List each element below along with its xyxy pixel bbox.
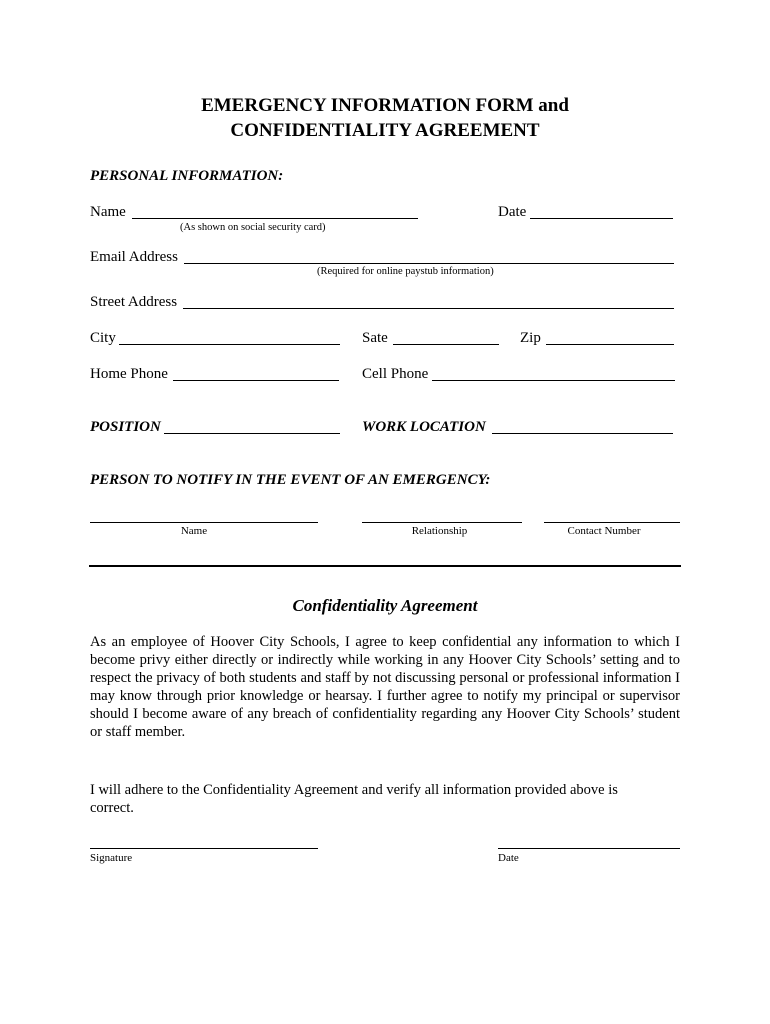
agreement-paragraph: As an employee of Hoover City Schools, I agree to keep confidential any information to which I become privy either directly or indirectly while working in any Hoover City Schools’ setting and to respect the privacy of both students and staff by not discussing personal or professional information I may know through prior knowledge or hearsay. I further agree to notify my principal or supervisor should I become aware of any breach of confidentiality regarding any Hoover City Schools’ student or staff member. [90,634,680,740]
emergency-heading: PERSON TO NOTIFY IN THE EVENT OF AN EMERGENCY: [90,472,491,488]
contact-number-caption: Contact Number [567,525,641,537]
signature-field-line[interactable] [90,848,318,849]
agreement-heading: Confidentiality Agreement [292,596,478,615]
signature-caption: Signature [90,852,133,864]
contact-number-field-line[interactable] [544,522,680,523]
name-field-line[interactable] [132,218,418,219]
signature-date-field-line[interactable] [498,848,680,849]
home-phone-label: Home Phone [90,366,168,382]
position-label: POSITION [90,419,161,435]
email-label: Email Address [90,249,178,265]
work-location-label: WORK LOCATION [362,419,486,435]
work-location-field-line[interactable] [492,433,673,434]
relationship-caption: Relationship [411,525,468,537]
date-field-line[interactable] [530,218,673,219]
relationship-field-line[interactable] [362,522,522,523]
cell-phone-field-line[interactable] [432,380,675,381]
home-phone-field-line[interactable] [173,380,339,381]
date-label: Date [498,204,527,220]
cell-phone-label: Cell Phone [362,366,429,382]
name-label: Name [90,204,126,220]
form-title-line2: CONFIDENTIALITY AGREEMENT [230,120,540,141]
emergency-name-field-line[interactable] [90,522,318,523]
name-note: (As shown on social security card) [180,222,326,233]
zip-field-line[interactable] [546,344,674,345]
emergency-name-caption: Name [180,525,208,537]
state-label: Sate [362,330,388,346]
email-field-line[interactable] [184,263,674,264]
street-field-line[interactable] [183,308,674,309]
position-field-line[interactable] [164,433,340,434]
section-divider [89,565,681,567]
city-field-line[interactable] [119,344,340,345]
city-label: City [90,330,116,346]
state-field-line[interactable] [393,344,499,345]
street-label: Street Address [90,294,178,310]
verify-statement: I will adhere to the Confidentiality Agreement and verify all information provided above is correct. [90,782,618,816]
form-title-line1: EMERGENCY INFORMATION FORM and [201,95,569,116]
email-note: (Required for online paystub information) [317,266,494,277]
signature-date-caption: Date [498,852,519,864]
zip-label: Zip [520,330,541,346]
personal-info-heading: PERSONAL INFORMATION: [90,168,284,184]
